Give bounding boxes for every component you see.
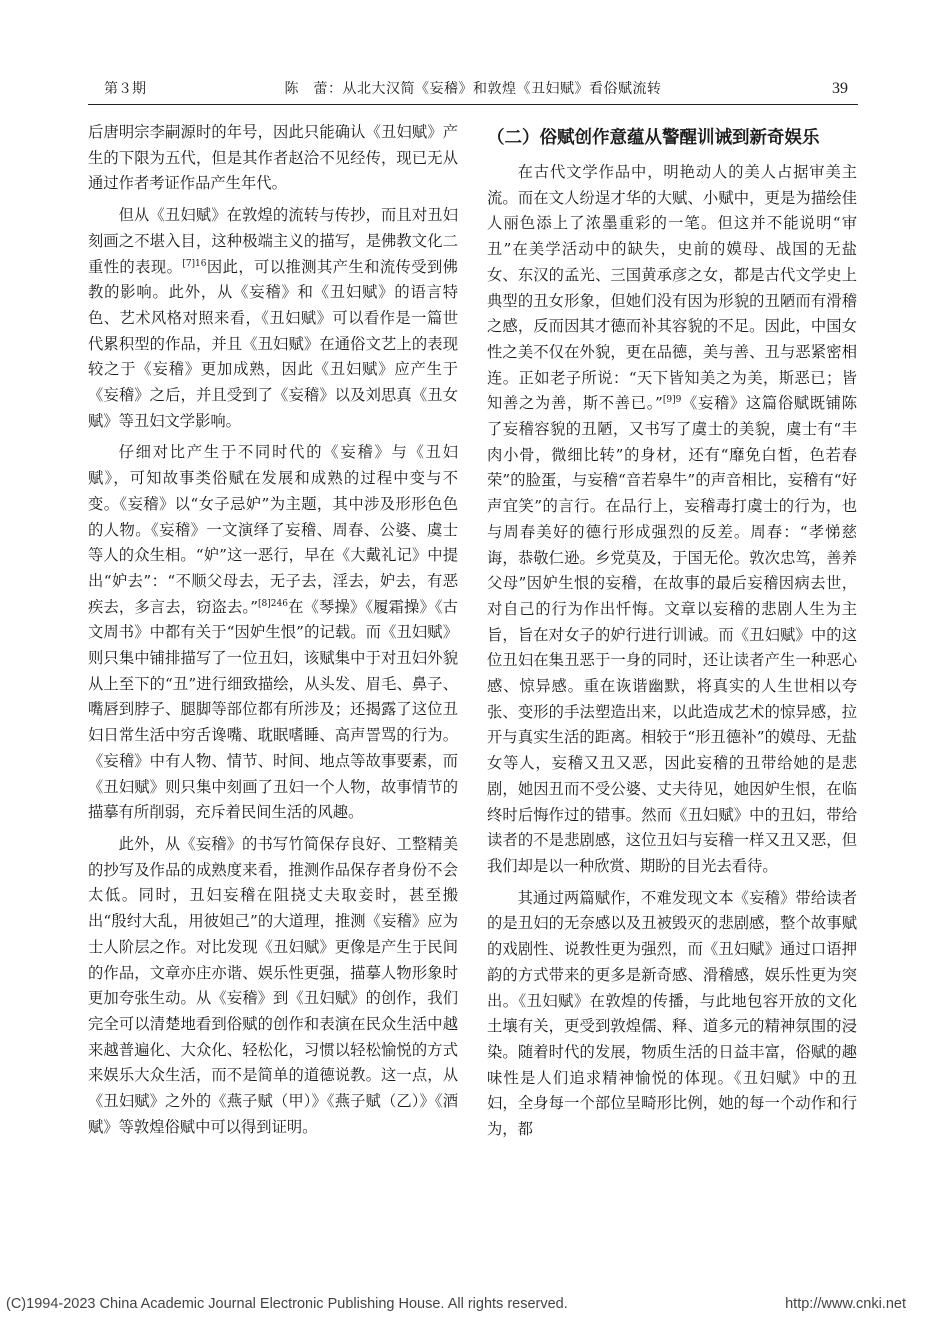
footer-url[interactable]: http://www.cnki.net	[785, 1296, 906, 1312]
paragraph-text: 其通过两篇赋作，不难发现文本《妄稽》带给读者的是丑妇的无奈感以及丑被毁灭的悲剧感，整个故事赋的戏剧性、说教性更为强烈，而《丑妇赋》通过口语押韵的方式带来的更多是新奇感、滑稽感，娱乐性更为突出。《丑妇赋》在敦煌的传播，与此地包容开放的文化土壤有关，更受到敦煌儒、释、道多元的精神氛围的浸染。随着时代的发展，物质生活的日益丰富，俗赋的趣味性是人们追求精神愉悦的体现。《丑妇赋》中的丑妇，全身每一个部位呈畸形比例，她的每一个动作和行为，都	[487, 888, 857, 1139]
citation: [8]246	[258, 598, 288, 609]
paragraph	[487, 160, 857, 880]
paragraph	[88, 203, 458, 434]
running-header	[88, 76, 858, 102]
paragraph-text: 在古代文学作品中，明艳动人的美人占据审美主流。而在文人纷逞才华的大赋、小赋中，更是为描绘佳人丽色添上了浓墨重彩的一笔。但这并不能说明“审丑”在美学活动中的缺失，史前的嫫母、战国的无盐女、东汉的孟光、三国黄承彦之女，都是古代文学史上典型的丑女形象，但她们没有因为形貌的丑陋而有滑稽之感，反而因其才德而补其容貌的不足。因此，中国女性之美不仅在外貌，更在品德，美与善、丑与恶紧密相连。正如老子所说：“天下皆知美之为美，斯恶已；皆知善之为善，斯不善已。”	[487, 163, 857, 413]
section-heading: （二）俗赋创作意蕴从警醒训诫到新奇娱乐	[487, 128, 820, 148]
paragraph-text: 在《琴操》《履霜操》《古文周书》中都有关于“因妒生恨”的记载。而《丑妇赋》则只集中铺排描写了一位丑妇，该赋集中于对丑妇外貌从上至下的“丑”进行细致描绘，从头发、眉毛、鼻子、嘴唇到脖子、腿脚等部位都有所涉及；还揭露了这位丑妇日常生活中穷舌谗嘴、耽眠嗜睡、高声詈骂的行为。《妄稽》中有人物、情节、时间、地点等故事要素，而《丑妇赋》则只集中刻画了丑妇一个人物，故事情节的描摹有所削弱，充斥着民间生活的风趣。	[88, 597, 459, 822]
citation: [9]9	[662, 395, 682, 406]
left-column	[88, 120, 458, 1140]
paragraph-text: 因此，可以推测其产生和流传受到佛教的影响。此外，从《妄稽》和《丑妇赋》的语言特色、艺术风格对照来看，《丑妇赋》可以看作是一篇世代累积型的作品，并且《丑妇赋》在通俗文艺上的表现较之于《妄稽》更加成熟，因此《丑妇赋》应产生于《妄稽》之后，并且受到了《妄稽》以及刘思真《丑女赋》等丑妇文学影响。	[88, 257, 458, 430]
page-number: 39	[832, 80, 848, 97]
paragraph-text: 但从《丑妇赋》在敦煌的流转与传抄，而且对丑妇刻画之不堪入目，这种极端主义的描写，是佛教文化二重性的表现。	[88, 206, 458, 276]
copyright-notice: (C)1994-2023 China Academic Journal Electronic Publishing House. All rights reserved.	[6, 1296, 568, 1312]
paragraph	[88, 832, 458, 1140]
paragraph-text: 仔细对比产生于不同时代的《妄稽》与《丑妇赋》，可知故事类俗赋在发展和成熟的过程中变与不变。《妄稽》以“女子忌妒”为主题，其中涉及形形色色的人物。《妄稽》一文演绎了妄稽、周春、公婆、虞士等人的众生相。“妒”这一恶行，早在《大戴礼记》中提出“妒去”：“不顺父母去，无子去，淫去，妒去，有恶疾去，多言去，窃盗去。”	[88, 443, 458, 616]
running-title: 陈 蕾：从北大汉简《妄稽》和敦煌《丑妇赋》看俗赋流转	[284, 81, 662, 97]
citation: [7]16	[182, 258, 207, 269]
paragraph-text: 《妄稽》这篇俗赋既铺陈了妄稽容貌的丑陋，又书写了虞士的美貌，虞士有“丰肉小骨，微细比转”的身材，还有“靡免白皙，色若春荣”的脸蛋，与妄稽“音若皋牛”的声音相比，妄稽有“好声宜笑”的言行。在品行上，妄稽毒打虞士的行为，也与周春美好的德行形成强烈的反差。周春：“孝悌慈诲，恭敬仁逊。乡党莫及，于国无伦。敦次忠笃，善养父母”因妒生恨的妄稽，在故事的最后妄稽因病去世，对自己的行为作出忏悔。文章以妄稽的悲剧人生为主旨，旨在对女子的妒行进行训诫。而《丑妇赋》中的这位丑妇在集丑恶于一身的同时，还让读者产生一种恶心感、惊异感。重在诙谐幽默，将真实的人生世相以夸张、变形的手法塑造出来，以此造成艺术的惊异感，拉开与真实生活的距离。相较于“形丑德补”的嫫母、无盐女等人，妄稽又丑又恶，因此妄稽的丑带给她的是悲剧，她因丑而不受公婆、丈夫待见，她因妒生恨，在临终时后悔作过的错事。然而《丑妇赋》中的丑妇，带给读者的不是悲剧感，这位丑妇与妄稽一样又丑又恶，但我们却是以一种欣赏、期盼的目光去看待。	[487, 394, 857, 875]
issue-label: 第３期	[104, 81, 146, 97]
paragraph-text: 此外，从《妄稽》的书写竹简保存良好、工整精美的抄写及作品的成熟度来看，推测作品保存者身份不会太低。同时，丑妇妄稽在阻挠丈夫取妾时，甚至搬出“殷纣大乱，用彼妲己”的大道理，推测《妄稽》应为士人阶层之作。对比发现《丑妇赋》更像是产生于民间的作品，文章亦庄亦谐、娱乐性更强，描摹人物形象时更加夸张生动。从《妄稽》到《丑妇赋》的创作，我们完全可以清楚地看到俗赋的创作和表演在民众生活中越来越普遍化、大众化、轻松化，习惯以轻松愉悦的方式来娱乐大众生活，而不是简单的道德说教。这一点，从《丑妇赋》之外的《燕子赋（甲）》《燕子赋（乙）》《酒赋》等敦煌俗赋中可以得到证明。	[88, 834, 458, 1136]
paragraph	[88, 120, 458, 197]
right-column	[487, 120, 857, 1143]
paragraph	[88, 440, 458, 826]
paragraph-text: 后唐明宗李嗣源时的年号，因此只能确认《丑妇赋》产生的下限为五代，但是其作者赵洽不见经传，现已无从通过作者考证作品产生年代。	[88, 123, 458, 193]
header-rule	[88, 104, 858, 105]
paragraph	[487, 886, 857, 1143]
